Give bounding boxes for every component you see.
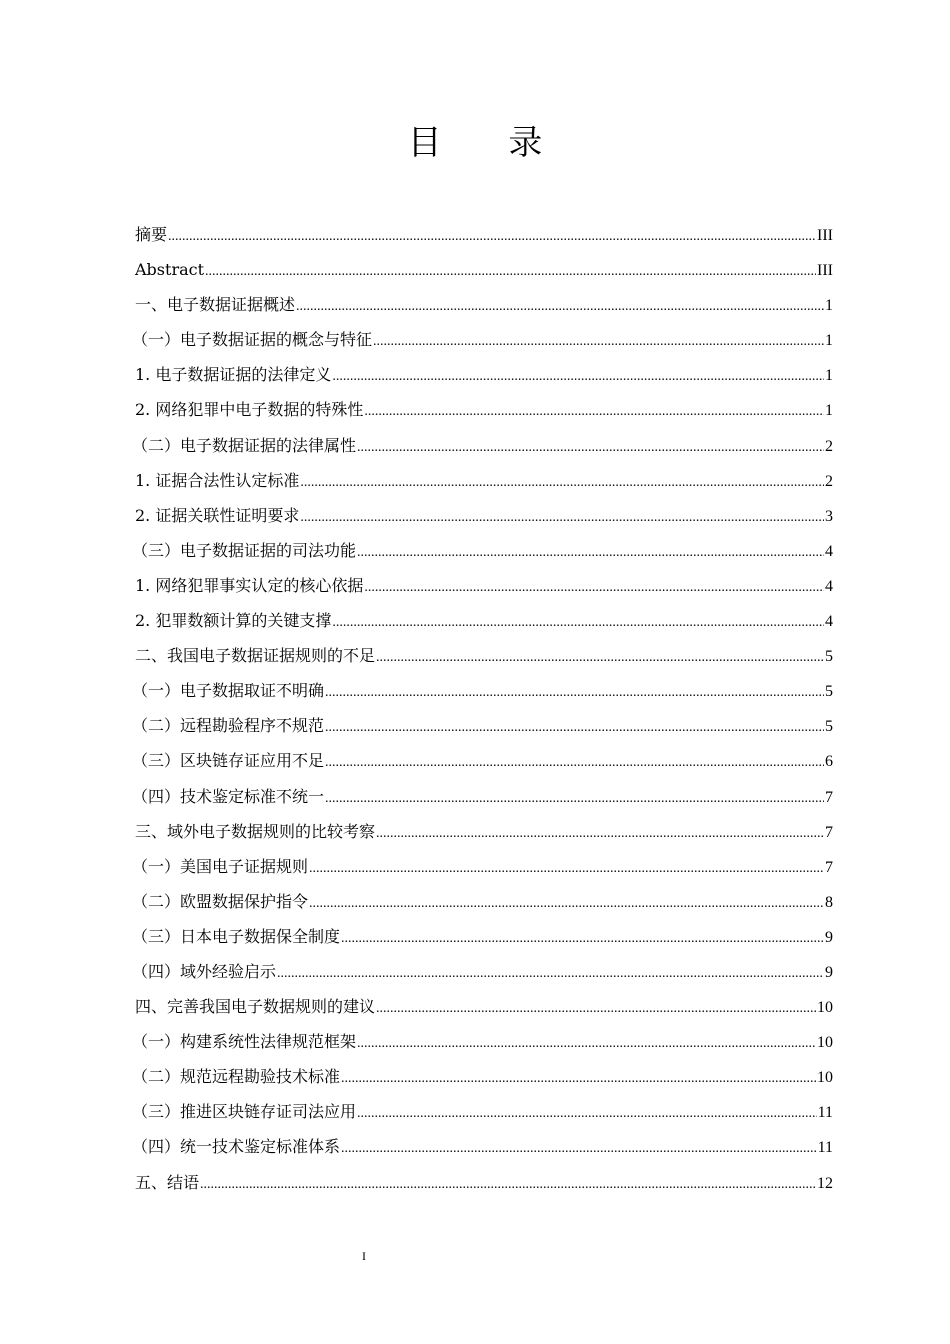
toc-leader-dots [341, 921, 824, 956]
toc-leader-dots [357, 535, 824, 570]
toc-entry[interactable] [135, 252, 833, 287]
toc-entry-page: 9 [825, 963, 833, 981]
toc-entry-page: 2 [825, 472, 833, 490]
toc-entry-page: 7 [825, 858, 833, 876]
toc-entry[interactable] [135, 463, 833, 498]
toc-entry[interactable] [135, 392, 833, 427]
toc-entry-page: 8 [825, 893, 833, 911]
toc-entry-page: 1 [825, 332, 833, 350]
toc-entry-label: （四）域外经验启示 [132, 961, 277, 981]
toc-entry-label: （三）区块链存证应用不足 [132, 751, 325, 771]
toc-entry[interactable] [132, 428, 833, 463]
toc-entry-label: （四）统一技术鉴定标准体系 [132, 1137, 341, 1157]
toc-leader-dots [332, 605, 824, 640]
toc-entry-label: （一）美国电子证据规则 [132, 856, 309, 876]
toc-entry-page: 10 [817, 1034, 833, 1052]
toc-entry[interactable] [135, 814, 833, 849]
toc-entry-page: 7 [825, 788, 833, 806]
toc-entry-page: 5 [825, 718, 833, 736]
toc-leader-dots [376, 991, 816, 1026]
toc-leader-dots [373, 324, 824, 359]
toc-leader-dots [341, 1061, 816, 1096]
toc-entry-label: 四、完善我国电子数据规则的建议 [135, 997, 376, 1017]
toc-entry-label: 1. 网络犯罪事实认定的核心依据 [135, 575, 364, 595]
toc-entry-label: （三）日本电子数据保全制度 [132, 926, 341, 946]
toc-leader-dots [296, 289, 824, 324]
toc-entry[interactable] [132, 1129, 833, 1164]
toc-entry[interactable] [132, 708, 833, 743]
toc-entry-page: 5 [825, 648, 833, 666]
toc-entry[interactable] [132, 1094, 833, 1129]
toc-entry[interactable] [132, 954, 833, 989]
toc-entry-page: 7 [825, 823, 833, 841]
toc-entry-page: 1 [825, 402, 833, 420]
toc-entry[interactable] [132, 533, 833, 568]
toc-entry[interactable] [132, 919, 833, 954]
toc-entry-page: 12 [817, 1174, 833, 1192]
toc-leader-dots [309, 851, 824, 886]
toc-entry[interactable] [135, 989, 833, 1024]
toc-leader-dots [357, 430, 824, 465]
toc-leader-dots [357, 1026, 816, 1061]
toc-entry-page: 10 [817, 999, 833, 1017]
toc-leader-dots [341, 1131, 817, 1166]
toc-entry-label: 摘要 [135, 225, 168, 244]
toc-entry[interactable] [132, 884, 833, 919]
toc-entry-label: （二）电子数据证据的法律属性 [132, 435, 357, 455]
toc-entry-label: （三）推进区块链存证司法应用 [132, 1102, 357, 1122]
toc-entry[interactable] [135, 603, 833, 638]
toc-entry-label: 1. 证据合法性认定标准 [135, 470, 300, 490]
toc-leader-dots [300, 465, 824, 500]
toc-entry-label: （二）规范远程勘验技术标准 [132, 1067, 341, 1087]
toc-entry-label: （四）技术鉴定标准不统一 [132, 786, 325, 806]
toc-leader-dots [376, 640, 824, 675]
toc-entry[interactable] [135, 357, 833, 392]
toc-leader-dots [300, 500, 824, 535]
toc-leader-dots [332, 359, 824, 394]
toc-entry-label: Abstract [135, 260, 205, 280]
toc-entry-page: 11 [817, 1104, 833, 1122]
toc-entry-label: （二）欧盟数据保护指令 [132, 891, 309, 911]
toc-entry[interactable] [132, 849, 833, 884]
toc-entry-page: 2 [825, 437, 833, 455]
toc-entry-label: （一）电子数据取证不明确 [132, 681, 325, 701]
toc-leader-dots [325, 675, 824, 710]
toc-leader-dots [376, 816, 824, 851]
toc-entry-label: （三）电子数据证据的司法功能 [132, 540, 357, 560]
toc-leader-dots [364, 394, 824, 429]
toc-entry[interactable] [132, 1024, 833, 1059]
toc-leader-dots [277, 956, 824, 991]
page-number: I [362, 1249, 366, 1263]
toc-entry[interactable] [132, 1059, 833, 1094]
toc-entry[interactable] [135, 638, 833, 673]
toc-entry-label: 五、结语 [135, 1172, 200, 1192]
toc-entry-page: 4 [825, 577, 833, 595]
toc-entry-page: 10 [817, 1069, 833, 1087]
toc-entry-page: 4 [825, 613, 833, 631]
toc-leader-dots [325, 781, 824, 816]
toc-entry-page: 3 [825, 507, 833, 525]
toc-entry-page: III [817, 262, 833, 280]
toc-entry-label: 2. 犯罪数额计算的关键支撑 [135, 611, 332, 631]
toc-entry-label: 三、域外电子数据规则的比较考察 [135, 821, 376, 841]
toc-entry[interactable] [132, 673, 833, 708]
toc-entry[interactable] [135, 1165, 833, 1200]
toc-leader-dots [200, 1167, 816, 1202]
toc-entry-label: （一）构建系统性法律规范框架 [132, 1032, 357, 1052]
toc-leader-dots [357, 1096, 817, 1131]
toc-entry-page: 5 [825, 683, 833, 701]
toc-entry-page: 1 [825, 297, 833, 315]
toc-entry-label: 一、电子数据证据概述 [135, 295, 296, 315]
toc-entry[interactable] [135, 568, 833, 603]
toc-entry-page: III [817, 227, 833, 244]
toc-entry-label: （二）远程勘验程序不规范 [132, 716, 325, 736]
toc-entry[interactable] [132, 779, 833, 814]
toc-entry-page: 1 [825, 367, 833, 385]
toc-leader-dots [205, 254, 816, 289]
toc-entry-label: （一）电子数据证据的概念与特征 [132, 330, 373, 350]
table-of-contents [132, 217, 833, 1200]
toc-entry[interactable] [132, 743, 833, 778]
toc-entry-label: 1. 电子数据证据的法律定义 [135, 365, 332, 385]
toc-entry-label: 2. 证据关联性证明要求 [135, 505, 300, 525]
toc-entry-page: 6 [825, 753, 833, 771]
toc-leader-dots [325, 710, 824, 745]
toc-entry-page: 11 [817, 1139, 833, 1157]
toc-entry-page: 9 [825, 928, 833, 946]
toc-entry-label: 二、我国电子数据证据规则的不足 [135, 646, 376, 666]
toc-leader-dots [168, 219, 816, 254]
toc-entry[interactable] [135, 217, 833, 252]
toc-entry[interactable] [132, 322, 833, 357]
toc-leader-dots [364, 570, 824, 605]
toc-leader-dots [309, 886, 824, 921]
toc-entry[interactable] [135, 287, 833, 322]
toc-entry-page: 4 [825, 542, 833, 560]
toc-leader-dots [325, 745, 824, 780]
page-title: 目 录 [407, 123, 571, 163]
toc-entry-label: 2. 网络犯罪中电子数据的特殊性 [135, 400, 364, 420]
toc-entry[interactable] [135, 498, 833, 533]
